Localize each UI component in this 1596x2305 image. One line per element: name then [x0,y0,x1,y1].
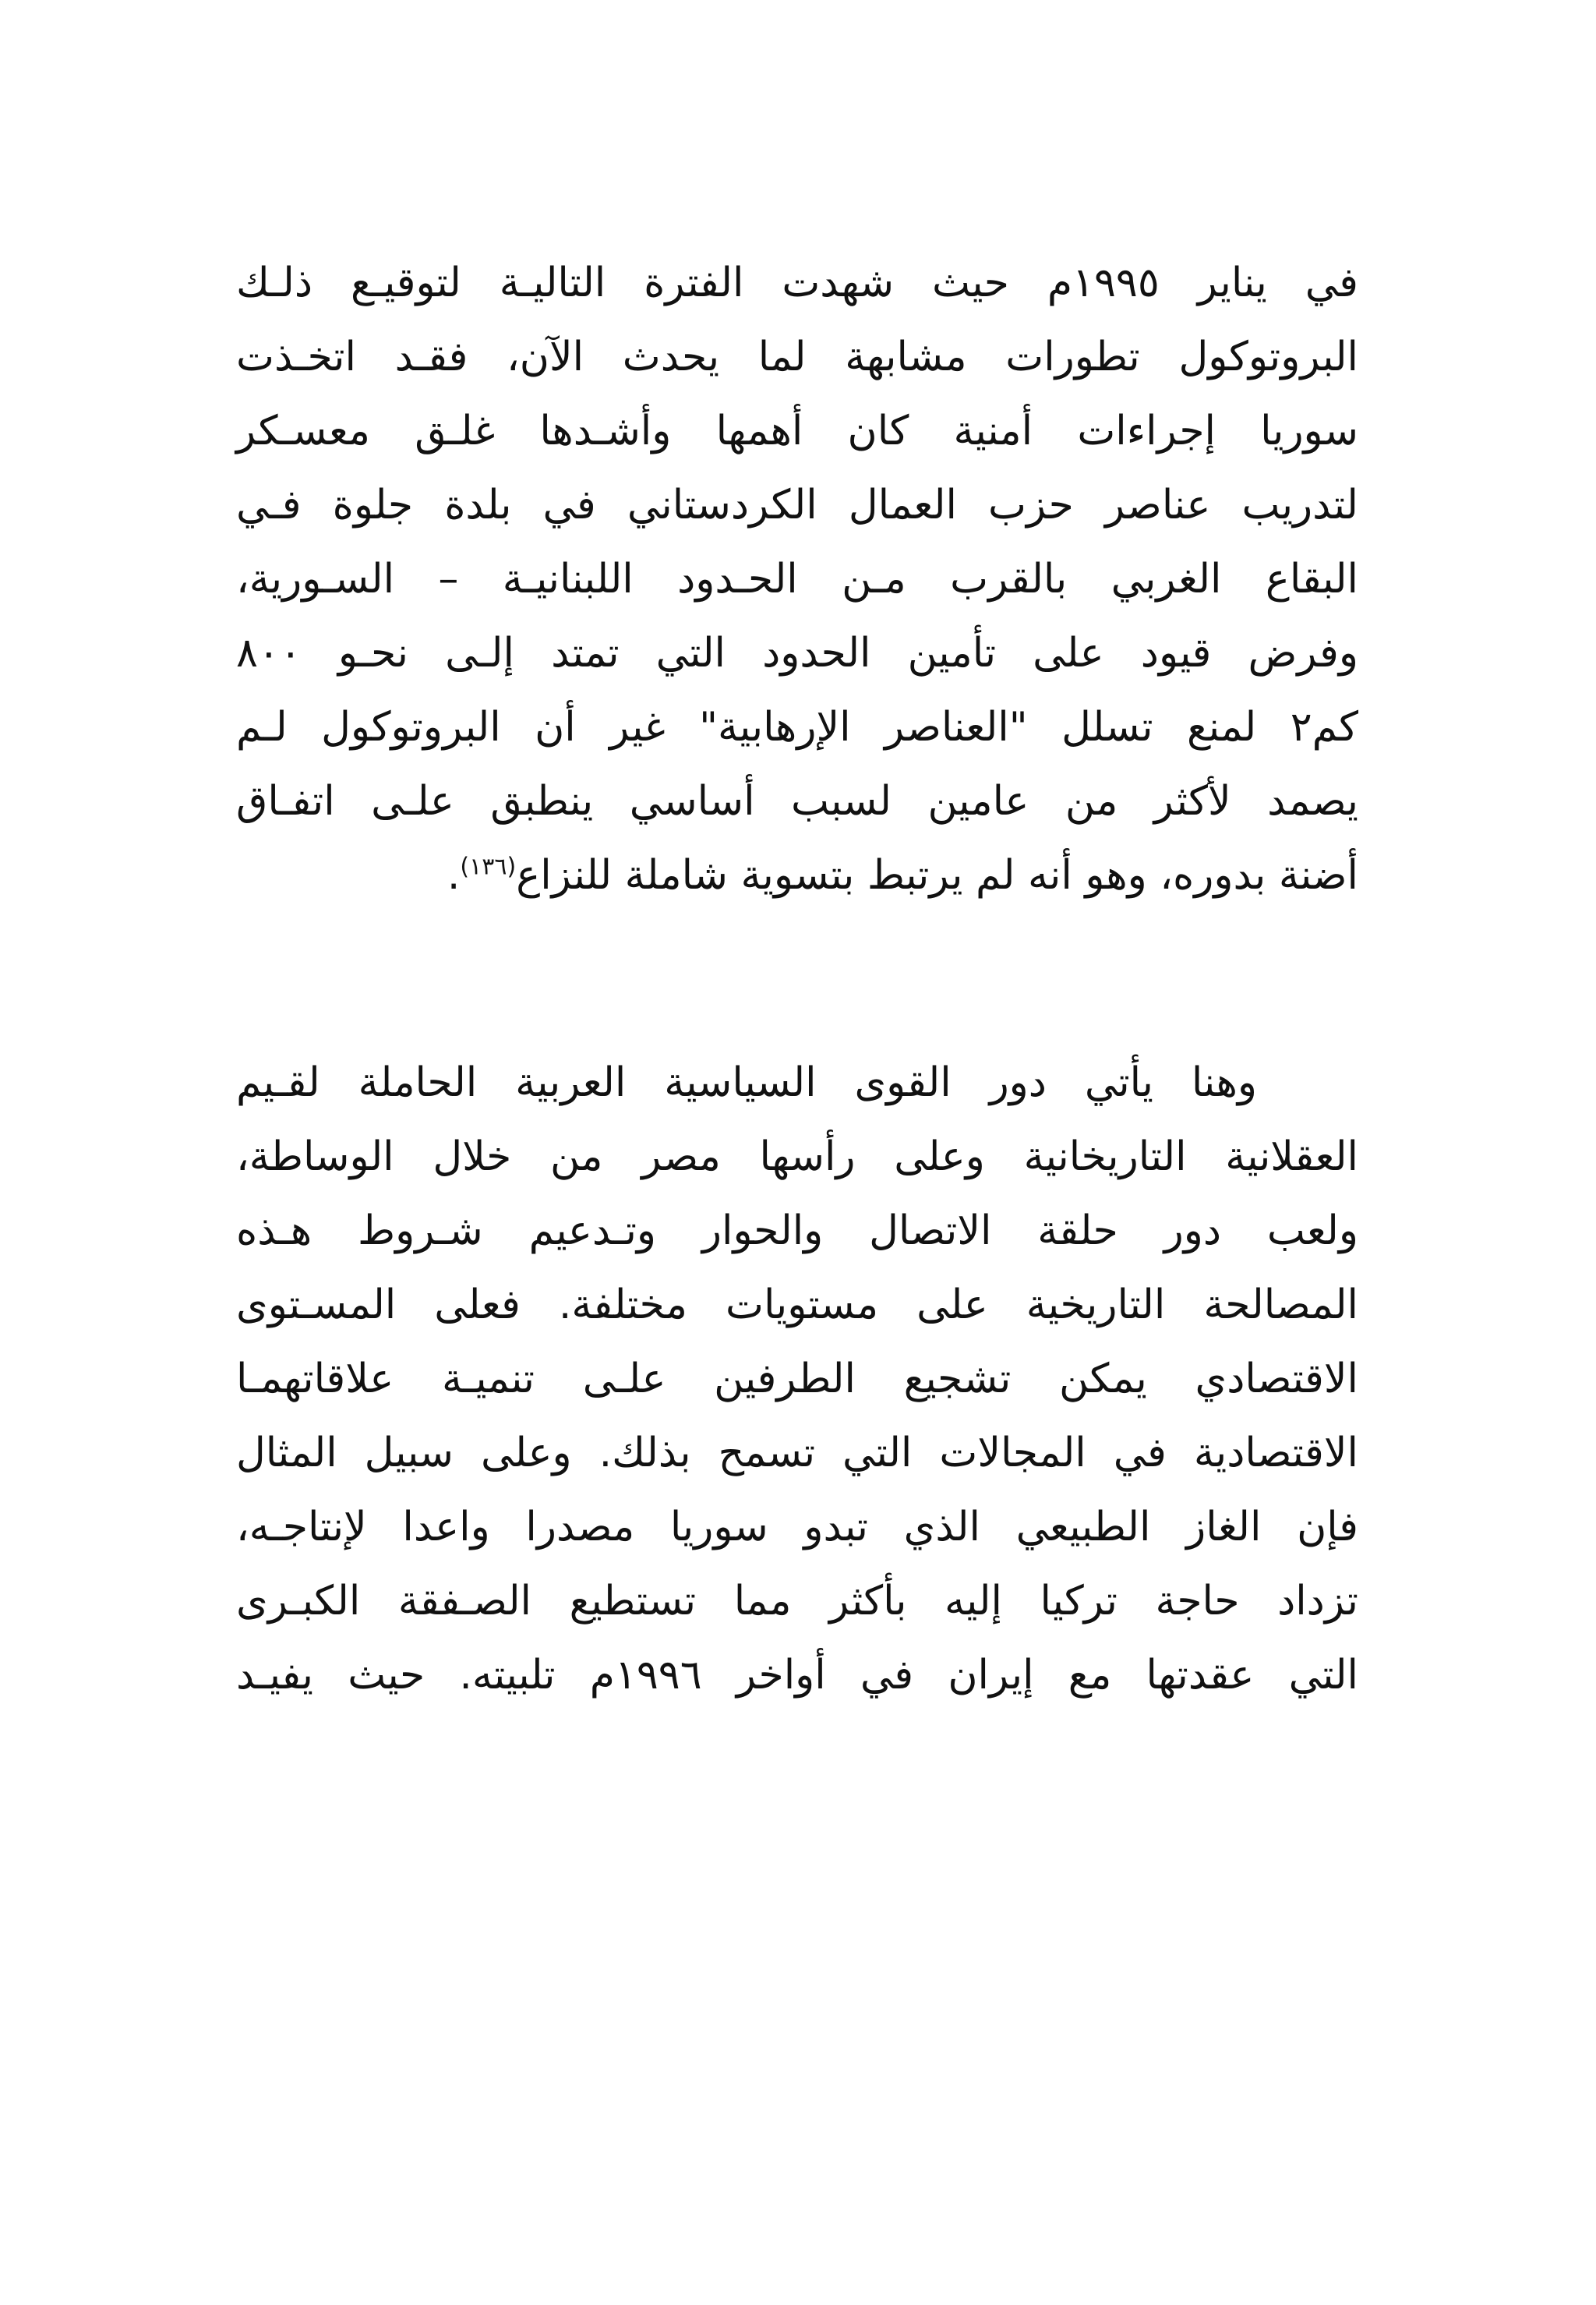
last-line-text: أضنة بدوره، وهو أنه لم يرتبط بتسوية شاملة للنزاع [516,852,1358,899]
text-line-last [236,839,1358,913]
text-line: الاقتصادي يمكن تشجيع الطرفين علـى تنميـة علاقاتهمـا [236,1356,1358,1402]
paragraph-1 [236,246,1358,913]
text-line: سوريا إجراءات أمنية كان أهمها وأشـدها غلـق معسـكر [236,408,1358,454]
text-line: البقاع الغربي بالقرب مـن الحـدود اللبنانيـة – السـورية، [236,556,1358,603]
text-line-indented: وهنا يأتي دور القوى السياسية العربية الحاملة لقـيم [236,1059,1257,1106]
text-line: يصمد لأكثر من عامين لسبب أساسي ينطبق علـى اتفـاق [236,778,1358,825]
text-line: فإن الغاز الطبيعي الذي تبدو سوريا مصدرا واعدا لإنتاجـه، [236,1504,1358,1550]
text-line: المصالحة التاريخية على مستويات مختلفة. فعلى المسـتوى [236,1282,1358,1328]
text-line: لتدريب عناصر حزب العمال الكردستاني في بلدة جلوة فـي [236,482,1358,529]
text-line: وفرض قيود على تأمين الحدود التي تمتد إلـى نحـو ٨٠٠ [236,630,1358,677]
paragraph-2 [236,1046,1358,1713]
last-line-period: . [447,852,461,899]
footnote-marker[interactable]: (١٣٦) [460,853,517,881]
text-line: العقلانية التاريخانية وعلى رأسها مصر من خلال الوساطة، [236,1133,1358,1180]
text-line: كم٢ لمنع تسلل "العناصر الإرهابية" غير أن البروتوكول لـم [236,704,1358,751]
text-line: التي عقدتها مع إيران في أواخر ١٩٩٦م تلبيته. حيث يفيـد [236,1652,1358,1699]
text-line: في يناير ١٩٩٥م حيث شهدت الفترة التاليـة لتوقيـع ذلـك [236,260,1358,306]
text-line: الاقتصادية في المجالات التي تسمح بذلك. وعلى سبيل المثال [236,1430,1358,1476]
text-line: تزداد حاجة تركيا إليه بأكثر مما تستطيع الصـفقة الكبـرى [236,1578,1358,1624]
text-line: البروتوكول تطورات مشابهة لما يحدث الآن، فقـد اتخـذت [236,334,1358,380]
text-line: ولعب دور حلقة الاتصال والحوار وتـدعيم شـروط هـذه [236,1207,1358,1254]
